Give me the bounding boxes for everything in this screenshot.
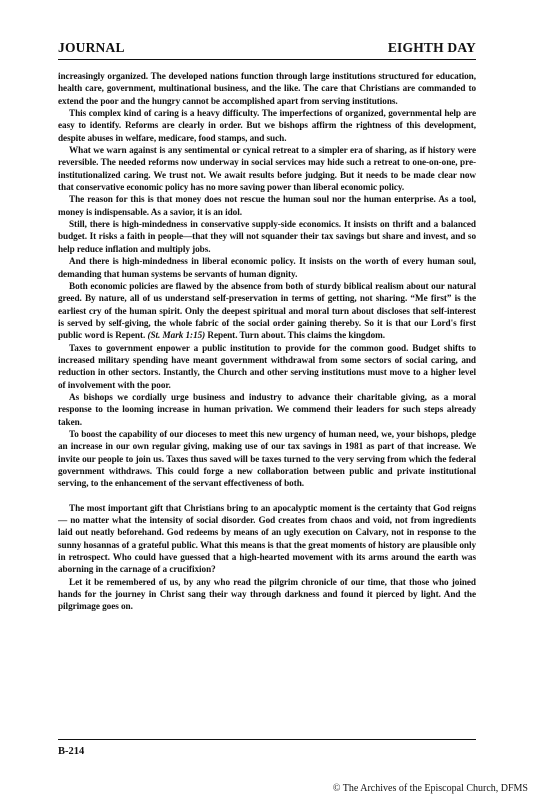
page-number: B-214	[58, 746, 85, 757]
paragraph: As bishops we cordially urge business and industry to advance their charitable giving, as a moral response to the looming increase in human privation. We commend their leaders for such steps already taken.	[58, 391, 476, 427]
copyright-notice: © The Archives of the Episcopal Church, DFMS	[332, 783, 528, 794]
paragraph	[58, 280, 476, 342]
paragraph: increasingly organized. The developed nations function through large institutions structured for education, health care, government, multinational business, and the like. The care that Christians are commanded to extend the poor and the hungry cannot be accomplished apart from serving institutions.	[58, 71, 476, 106]
paragraph: To boost the capability of our dioceses to meet this new urgency of human need, we, your bishops, pledge an increase in our own regular giving, making use of our tax savings in 1981 as part of that increase. We invite our people to join us. Taxes thus saved will be taxes turned to the very serving from which the federal government withdraws. This could forge a new collaboration between public and private institutional serving, to the enhancement of the servant effectiveness of both.	[58, 428, 476, 489]
paragraph: This complex kind of caring is a heavy difficulty. The imperfections of organized, governmental help are easy to identify. Reforms are clearly in order. But we bishops affirm the rightness of this development, despite abuses in welfare, medicare, food stamps, and such.	[58, 108, 476, 143]
header-rule	[58, 59, 476, 60]
paragraph-text-continued: Repent. Turn about. This claims the kingdom.	[205, 330, 386, 341]
paragraph-text: Both economic policies are flawed by the absence from both of sturdy biblical realism about our natural greed. By nature, all of us understand self-preservation in terms of getting, not sharing. “Me first” is the earliest cry of the human spirit. Only the deepest spiritual and moral turn about discloses that self-interest is served by self-giving, the whole fabric of the social order gaining thereby. So it is that our Lord's first public word is Repent.	[58, 280, 476, 341]
scripture-citation: (St. Mark 1:15)	[147, 330, 206, 341]
paragraph: The most important gift that Christians bring to an apocalyptic moment is the certainty that God reigns — no matter what the intensity of social disorder. God creates from chaos and void, not from ingredients laid out neatly beforehand. God redeems by means of an ugly execution on Calvary, not in response to the sunny hosannas of a grateful public. What this means is that the great moments of history are plausible only in retrospect. Who could have guessed that a high-hearted movement with its arms around the earth was aborning in the carnage of a crucifixion?	[58, 502, 476, 575]
paragraph: Let it be remembered of us, by any who read the pilgrim chronicle of our time, that those who joined hands for the journey in Christ sang their way through darkness and found it pierced by light. And the pilgrimage goes on.	[58, 576, 476, 612]
section-title: EIGHTH DAY	[387, 40, 476, 55]
paragraph: Taxes to government enpower a public institution to provide for the common good. Budget shifts to increased military spending have meant government withdrawal from some sectors of social caring, and reduction in other sectors. Instantly, the Church and other serving institutions must move to a higher level of involvement with the poor.	[58, 342, 476, 390]
paragraph: And there is high-mindedness in liberal economic policy. It insists on the worth of every human soul, demanding that human systems be servants of human dignity.	[58, 256, 476, 279]
footer-rule	[58, 739, 476, 740]
paragraph: Still, there is high-mindedness in conservative supply-side economics. It insists on thrift and a balanced budget. It risks a faith in people—that they will not squander their tax savings but share and invest, and so help reduce inflation and multiply jobs.	[58, 219, 476, 254]
article-body	[58, 70, 476, 613]
paragraph: The reason for this is that money does not rescue the human soul nor the human enterprise. As a tool, money is indispensable. As a savior, it is an idol.	[58, 194, 476, 217]
running-header	[58, 40, 476, 56]
paragraph: What we warn against is any sentimental or cynical retreat to a simpler era of sharing, as if history were reversible. The needed reforms now underway in social services may hide such a retreat to one-on-one, pre-institutionalized caring. We trust not. We await results before judging. But it needs to be made clear now that conservative economic policy has no more saving power than liberal economic policy.	[58, 145, 476, 193]
journal-title: JOURNAL	[58, 40, 125, 55]
